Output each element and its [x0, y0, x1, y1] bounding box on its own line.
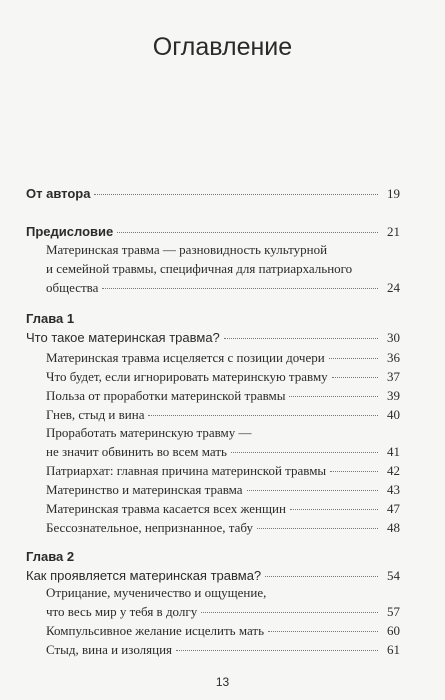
entry-text: Как проявляется материнская травма?	[26, 568, 262, 583]
entry-page: 48	[387, 520, 400, 535]
entry-page: 61	[387, 642, 400, 657]
leader-dots	[289, 396, 378, 397]
entry-page: 42	[387, 463, 400, 478]
entry-text: Польза от проработки материнской травмы	[46, 388, 286, 403]
entry-text: Гнев, стыд и вина	[46, 407, 145, 422]
leader-dots	[290, 509, 378, 510]
leader-dots	[330, 471, 378, 472]
entry-page: 19	[387, 186, 400, 201]
toc-entry[interactable]	[46, 604, 400, 620]
toc-entry-chapter-2[interactable]	[26, 568, 400, 584]
toc-entry[interactable]	[46, 520, 400, 536]
leader-dots	[257, 528, 378, 529]
toc-entry[interactable]	[46, 388, 400, 404]
leader-dots	[94, 194, 378, 195]
entry-page: 41	[387, 444, 400, 459]
leader-dots	[201, 612, 378, 613]
leader-dots	[224, 338, 378, 339]
entry-text: Компульсивное желание исцелить мать	[46, 623, 265, 638]
leader-dots	[265, 576, 378, 577]
leader-dots	[148, 415, 378, 416]
toc-entry-preface-sub[interactable]	[46, 280, 400, 296]
entry-text: Материнская травма касается всех женщин	[46, 501, 286, 516]
toc-entry[interactable]	[46, 407, 400, 423]
toc-entry[interactable]	[46, 463, 400, 479]
entry-page: 43	[387, 482, 400, 497]
entry-page: 47	[387, 501, 400, 516]
entry-text: Предисловие	[26, 224, 114, 239]
entry-line: Проработать материнскую травму —	[46, 425, 252, 440]
entry-text: От автора	[26, 186, 91, 201]
leader-dots	[176, 650, 378, 651]
toc-entry-preface[interactable]	[26, 224, 400, 240]
chapter-2-label: Глава 2	[26, 549, 75, 564]
entry-line: Материнская травма — разновидность культурной	[46, 242, 328, 257]
entry-text: что весь мир у тебя в долгу	[46, 604, 198, 619]
entry-text: Что будет, если игнорировать материнскую травму	[46, 369, 328, 384]
entry-text: общества	[46, 280, 99, 295]
leader-dots	[247, 490, 378, 491]
leader-dots	[332, 377, 378, 378]
toc-entry[interactable]	[46, 642, 400, 658]
toc-entry[interactable]	[46, 482, 400, 498]
entry-page: 60	[387, 623, 400, 638]
toc-entry[interactable]	[46, 501, 400, 517]
toc-entry-from-author[interactable]	[26, 186, 400, 202]
entry-page: 21	[387, 224, 400, 239]
leader-dots	[102, 288, 378, 289]
entry-text: не значит обвинить во всем мать	[46, 444, 227, 459]
entry-page: 40	[387, 407, 400, 422]
chapter-1-label: Глава 1	[26, 311, 75, 326]
toc-entry-chapter-1[interactable]	[26, 330, 400, 346]
entry-text: Стыд, вина и изоляция	[46, 642, 173, 657]
entry-text: Бессознательное, непризнанное, табу	[46, 520, 253, 535]
entry-text: Материнство и материнская травма	[46, 482, 243, 497]
entry-line: и семейной травмы, специфичная для патриархального	[46, 261, 353, 276]
entry-page: 30	[387, 330, 400, 345]
leader-dots	[117, 232, 378, 233]
entry-page: 39	[387, 388, 400, 403]
leader-dots	[231, 452, 378, 453]
entry-page: 57	[387, 604, 400, 619]
entry-page: 36	[387, 350, 400, 365]
entry-text: Что такое материнская травма?	[26, 330, 220, 345]
toc-entry[interactable]	[46, 444, 400, 460]
toc-entry[interactable]	[46, 369, 400, 385]
entry-text: Материнская травма исцеляется с позиции дочери	[46, 350, 325, 365]
entry-page: 37	[387, 369, 400, 384]
entry-page: 24	[387, 280, 400, 295]
page-number: 13	[215, 675, 230, 689]
leader-dots	[268, 631, 378, 632]
entry-page: 54	[387, 568, 400, 583]
page-title: Оглавление	[152, 33, 293, 61]
entry-line: Отрицание, мученичество и ощущение,	[46, 585, 267, 600]
toc-entry[interactable]	[46, 350, 400, 366]
toc-entry[interactable]	[46, 623, 400, 639]
leader-dots	[329, 358, 378, 359]
entry-text: Патриархат: главная причина материнской травмы	[46, 463, 327, 478]
